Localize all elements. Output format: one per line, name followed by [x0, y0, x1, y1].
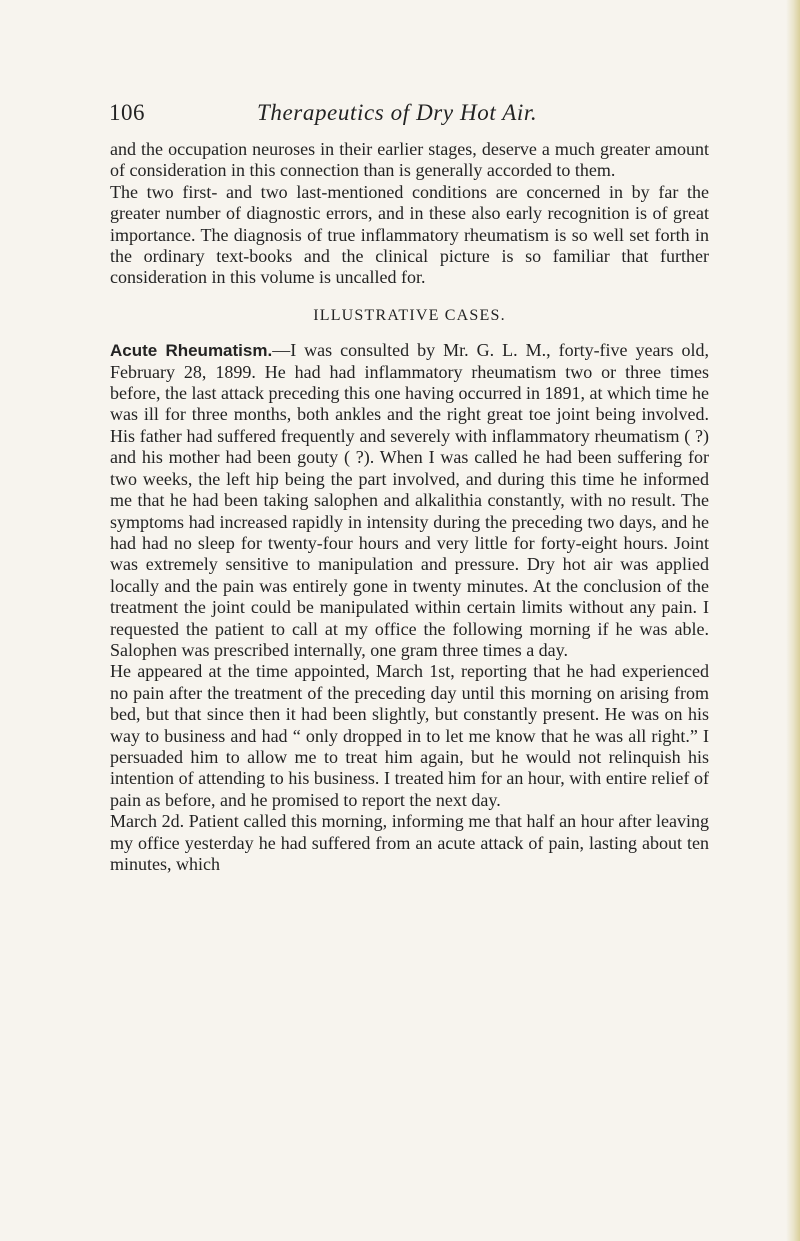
running-title: Therapeutics of Dry Hot Air.: [257, 100, 538, 125]
paragraph-2: The two first- and two last-mentioned conditions are concerned in by far the greater number of diagnostic errors, and in these also early recognition is of great importance. The diagnosis of true inflammatory rheumatism is so well set forth in the ordinary text-books and the clinical picture is so familiar that further consideration in this volume is uncalled for.: [110, 181, 709, 288]
page-edge: [786, 0, 800, 1241]
paragraph-5: March 2d. Patient called this morning, informing me that half an hour after leaving my office yesterday he had suffered from an acute attack of pain, lasting about ten minutes, which: [110, 811, 709, 874]
paragraph-4: He appeared at the time appointed, March 1st, reporting that he had experienced no pain after the treatment of the preceding day until this morning on arising from bed, but that since then it had been slightly, but constantly present. He was on his way to business and had “ only dropped in to let me know that he was all right.” I persuaded him to allow me to treat him again, but he would not relinquish his intention of attending to his business. I treated him for an hour, with entire relief of pain as before, and he promised to report the next day.: [110, 661, 709, 810]
page-number: 106: [109, 100, 145, 125]
paragraph-3-text: —I was consulted by Mr. G. L. M., forty-five years old, February 28, 1899. He had had inflammatory rheumatism two or three times before, the last attack preceding this one having occurred in 1891, at which time he was ill for three months, both ankles and the right great toe joint being involved. His father had suffered frequently and severely with inflammatory rheumatism ( ?) and his mother had been gouty ( ?). When I was called he had been suffering for two weeks, the left hip being the part involved, and during this time he informed me that he had been taking salophen and alkalithia constantly, with no result. The symptoms had increased rapidly in intensity during the preceding two days, and he had had no sleep for twenty-four hours and very little for forty-eight hours. Joint was extremely sensitive to manipulation and pressure. Dry hot air was applied locally and the pain was entirely gone in twenty minutes. At the conclusion of the treatment the joint could be manipulated within certain limits without any pain. I requested the patient to call at my office the following morning if he was able. Salophen was prescribed internally, one gram three times a day.: [110, 340, 709, 660]
section-heading: ILLUSTRATIVE CASES.: [313, 306, 506, 324]
page-header: [109, 98, 729, 128]
body-text: [110, 139, 709, 875]
paragraph-1: and the occupation neuroses in their earlier stages, deserve a much greater amount of consideration in this connection than is generally accorded to them.: [110, 139, 709, 181]
paragraph-3: [110, 340, 709, 661]
case-title: Acute Rheumatism.: [110, 341, 273, 361]
